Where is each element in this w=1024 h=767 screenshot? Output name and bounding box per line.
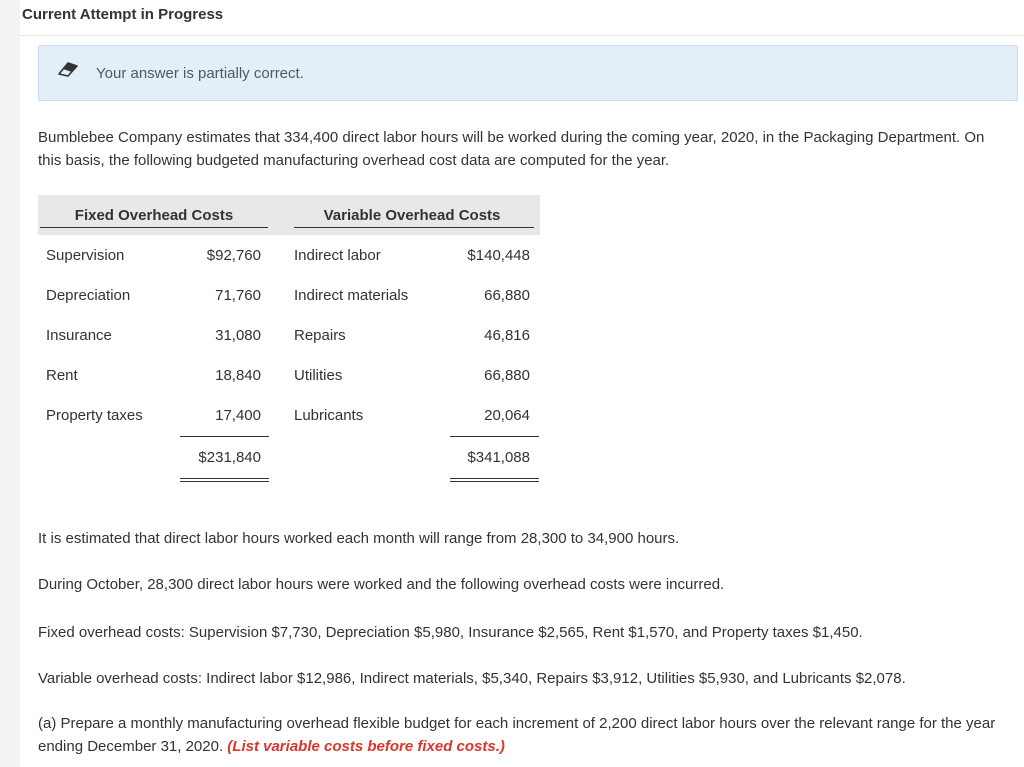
fixed-cost-amount: 18,840 xyxy=(215,367,261,384)
variable-costs-header: Variable Overhead Costs xyxy=(323,207,501,224)
question-paragraph xyxy=(38,712,1013,758)
variable-costs-paragraph: Variable overhead costs: Indirect labor $12,986, Indirect materials, $5,340, Repairs $3,912, Utilities $5,930, and Lubricants $2,078. xyxy=(38,670,906,687)
hours-range-paragraph: It is estimated that direct labor hours worked each month will range from 28,300 to 34,900 hours. xyxy=(38,530,680,547)
alert-message: Your answer is partially correct. xyxy=(96,65,304,82)
fixed-cost-name: Supervision xyxy=(46,247,125,264)
october-paragraph: During October, 28,300 direct labor hours were worked and the following overhead costs were incurred. xyxy=(38,576,725,593)
intro-paragraph: Bumblebee Company estimates that 334,400 direct labor hours will be worked during the coming year, 2020, in the Packaging Department. On this basis, the following budgeted manufacturing overhead cost data are computed for the year. xyxy=(38,129,985,169)
fixed-cost-amount: 17,400 xyxy=(215,407,261,424)
fixed-cost-amount: 31,080 xyxy=(215,327,261,344)
fixed-costs-paragraph: Fixed overhead costs: Supervision $7,730, Depreciation $5,980, Insurance $2,565, Rent $1,570, and Property taxes $1,450. xyxy=(38,624,863,641)
variable-subtotal-rule xyxy=(450,436,539,437)
variable-cost-name: Repairs xyxy=(294,327,346,344)
instruction-text: (List variable costs before fixed costs.) xyxy=(227,738,505,755)
variable-cost-name: Utilities xyxy=(294,367,343,384)
fixed-cost-name: Property taxes xyxy=(46,407,143,424)
fixed-cost-amount: 71,760 xyxy=(215,287,261,304)
fixed-costs-header: Fixed Overhead Costs xyxy=(74,207,234,224)
variable-total-double-rule xyxy=(450,481,539,482)
variable-cost-amount: 46,816 xyxy=(484,327,530,344)
pencil-eraser-icon xyxy=(57,61,79,82)
variable-total-double-rule xyxy=(450,478,539,479)
attempt-status-title: Current Attempt in Progress xyxy=(22,6,224,23)
fixed-cost-name: Insurance xyxy=(46,327,112,344)
variable-cost-name: Indirect materials xyxy=(294,287,409,304)
fixed-cost-name: Depreciation xyxy=(46,287,131,304)
variable-cost-amount: 20,064 xyxy=(484,407,530,424)
fixed-total: $231,840 xyxy=(198,449,261,466)
feedback-alert xyxy=(38,45,1018,101)
fixed-cost-name: Rent xyxy=(46,367,78,384)
variable-header-underline xyxy=(294,227,534,228)
variable-cost-amount: 66,880 xyxy=(484,367,530,384)
fixed-total-double-rule xyxy=(180,481,269,482)
budget-cost-table xyxy=(38,195,540,485)
variable-cost-amount: $140,448 xyxy=(467,247,530,264)
variable-total: $341,088 xyxy=(467,449,530,466)
fixed-cost-amount: $92,760 xyxy=(206,247,261,264)
question-text: (a) Prepare a monthly manufacturing overhead flexible budget for each increment of 2,200 direct labor hours over the relevant range for the year ending December 31, 2020. xyxy=(38,715,996,755)
variable-cost-amount: 66,880 xyxy=(484,287,530,304)
header-divider xyxy=(20,35,1024,36)
left-gutter xyxy=(0,0,20,767)
fixed-header-underline xyxy=(40,227,268,228)
variable-cost-name: Lubricants xyxy=(294,407,364,424)
fixed-subtotal-rule xyxy=(180,436,269,437)
fixed-total-double-rule xyxy=(180,478,269,479)
table-header xyxy=(38,195,540,235)
variable-cost-name: Indirect labor xyxy=(294,247,381,264)
